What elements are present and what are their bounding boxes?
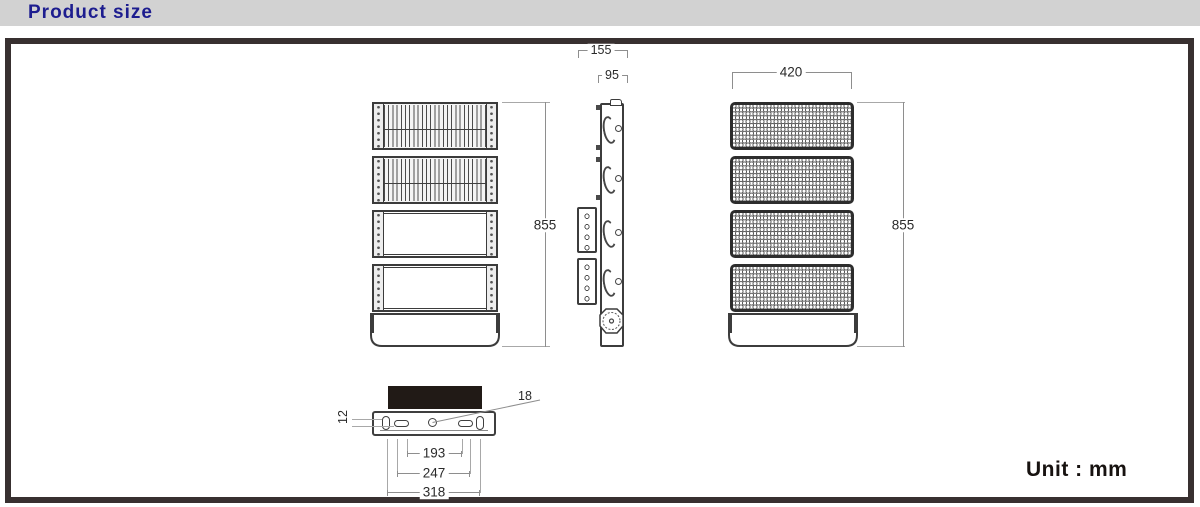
dim-label-width: 420: [777, 65, 806, 79]
extension-line: [857, 346, 905, 347]
extension-line: [397, 439, 398, 474]
header-bar: [0, 0, 1200, 26]
side-lug: [596, 145, 600, 150]
heatsink-fins: [384, 159, 486, 201]
module-side-bracket: [486, 158, 496, 202]
led-module-2: [730, 156, 854, 204]
screw-dot: [615, 175, 622, 182]
module-side-bracket: [486, 266, 496, 310]
extension-line: [502, 346, 550, 347]
mounting-base-bracket: [726, 313, 860, 349]
led-module-1: [730, 102, 854, 150]
back-view: [372, 102, 498, 350]
back-plain-module-1: [372, 210, 498, 258]
extension-line: [857, 102, 905, 103]
driver-box-1: [577, 207, 597, 253]
driver-cover: [383, 267, 487, 309]
dim-label-height-back: 855: [531, 218, 560, 232]
module-side-bracket: [374, 158, 384, 202]
module-side-bracket: [486, 212, 496, 256]
leader-line: [352, 426, 394, 427]
screw-dot: [615, 125, 622, 132]
extension-line: [462, 439, 463, 454]
dim-label-height-front: 855: [889, 218, 918, 232]
back-finned-module-1: [372, 102, 498, 150]
side-top-tab: [610, 99, 622, 106]
side-lug: [596, 195, 600, 200]
front-view: [730, 102, 854, 350]
screw-dot: [615, 229, 622, 236]
driver-cover: [383, 213, 487, 255]
dim-label-center-hole: 18: [518, 388, 532, 403]
screw-dot: [615, 278, 622, 285]
bottom-view: [330, 384, 560, 502]
back-finned-module-2: [372, 156, 498, 204]
extension-line: [387, 439, 388, 493]
extension-line: [470, 439, 471, 474]
extension-line: [502, 102, 550, 103]
extension-line: [480, 439, 481, 493]
mounting-base-bracket: [368, 313, 502, 349]
module-side-bracket: [486, 104, 496, 148]
side-lug: [596, 105, 600, 110]
dim-label-depth-body: 95: [602, 69, 622, 82]
led-module-4: [730, 264, 854, 312]
heatsink-fins: [384, 105, 486, 147]
led-module-3: [730, 210, 854, 258]
unit-label: Unit : mm: [1026, 458, 1128, 481]
side-view: [577, 99, 633, 351]
page-title: Product size: [28, 2, 153, 23]
dim-label-slot-span-inner: 193: [420, 446, 449, 460]
mount-hole-left: [382, 416, 390, 430]
mounting-knob-icon: [598, 308, 625, 336]
dim-label-depth-total: 155: [588, 44, 615, 57]
driver-box-2: [577, 258, 597, 305]
dim-label-base-width: 318: [420, 485, 449, 499]
mount-slot-left: [394, 420, 409, 427]
dim-label-mount-hole-width: 12: [335, 410, 350, 424]
side-lug: [596, 157, 600, 162]
leader-line: [352, 419, 382, 420]
module-side-bracket: [374, 104, 384, 148]
dim-label-slot-span-outer: 247: [420, 466, 449, 480]
back-plain-module-2: [372, 264, 498, 312]
